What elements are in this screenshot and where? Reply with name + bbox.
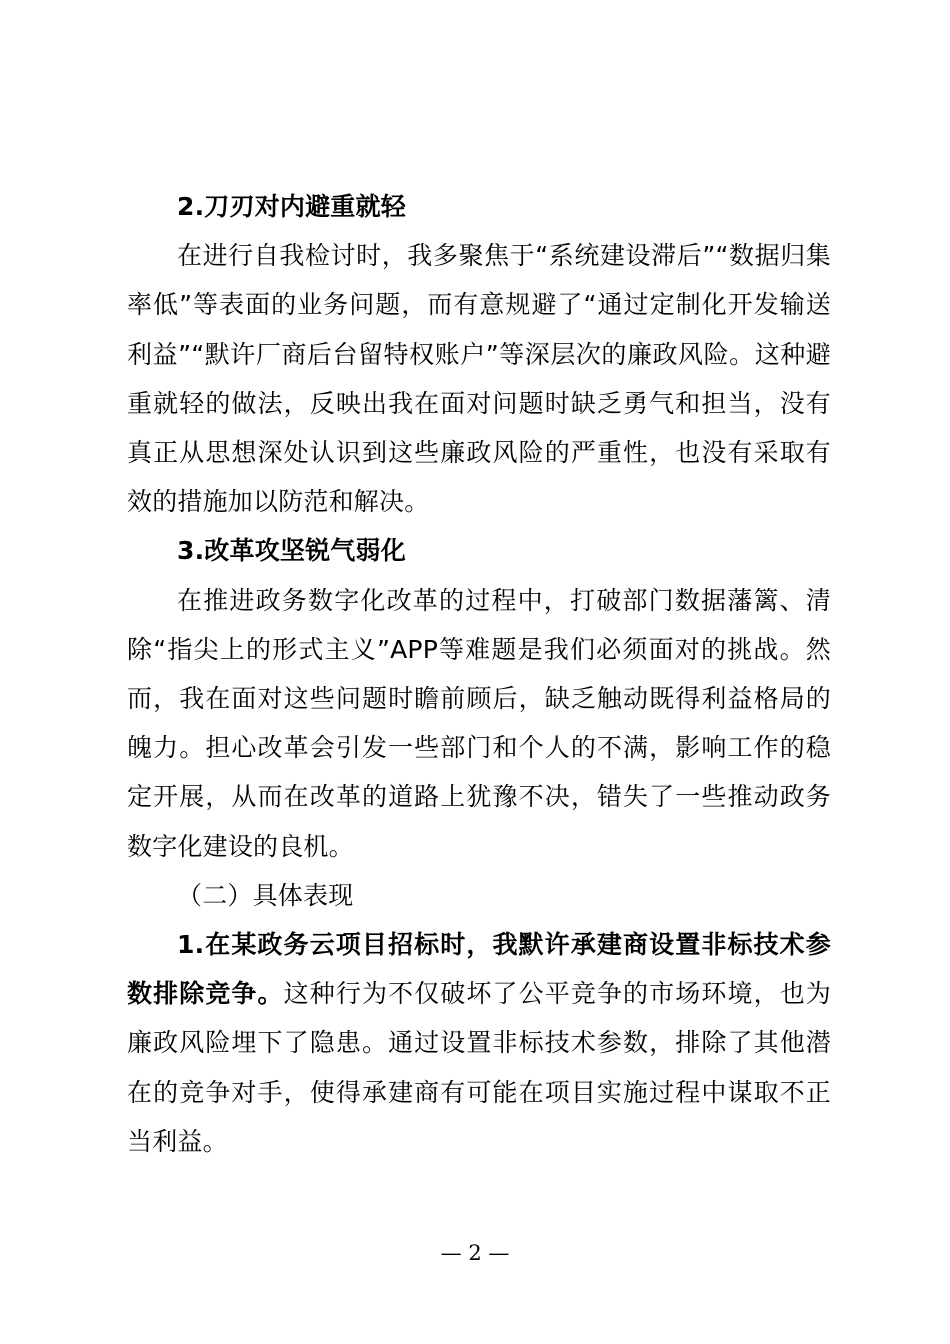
body-paragraph-3: [127, 920, 831, 1166]
page-number: — 2 —: [440, 1241, 510, 1265]
bold-lead-sentence: 1.在某政务云项目招标时，我默许承建商设置非标技术参数排除竞争。: [127, 930, 831, 1009]
paragraph-continuation: 这种行为不仅破坏了公平竞争的市场环境，也为廉政风险埋下了隐患。通过设置非标技术参数，排除了其他潜在的竞争对手，使得承建商有可能在项目实施过程中谋取不正当利益。: [127, 979, 832, 1156]
section-heading-2: 2.刀刃对内避重就轻: [177, 192, 406, 221]
body-paragraph-2: 在推进政务数字化改革的过程中，打破部门数据藩篱、清除“指尖上的形式主义”APP等难题是我们必须面对的挑战。然而，我在面对这些问题时瞻前顾后，缺乏触动既得利益格局的魄力。担心改革会引发一些部门和个人的不满，影响工作的稳定开展，从而在改革的道路上犹豫不决，错失了一些推动政务数字化建设的良机。: [127, 585, 831, 861]
subsection-heading-specific: （二）具体表现: [177, 880, 354, 910]
body-paragraph-1: 在进行自我检讨时，我多聚焦于“系统建设滞后”“数据归集率低”等表面的业务问题，而有意规避了“通过定制化开发输送利益”“默许厂商后台留特权账户”等深层次的廉政风险。这种避重就轻的做法，反映出我在面对问题时缺乏勇气和担当，没有真正从思想深处认识到这些廉政风险的严重性，也没有采取有效的措施加以防范和解决。: [127, 241, 831, 517]
document-body: [127, 182, 831, 1166]
section-heading-3: 3.改革攻坚锐气弱化: [177, 536, 406, 566]
